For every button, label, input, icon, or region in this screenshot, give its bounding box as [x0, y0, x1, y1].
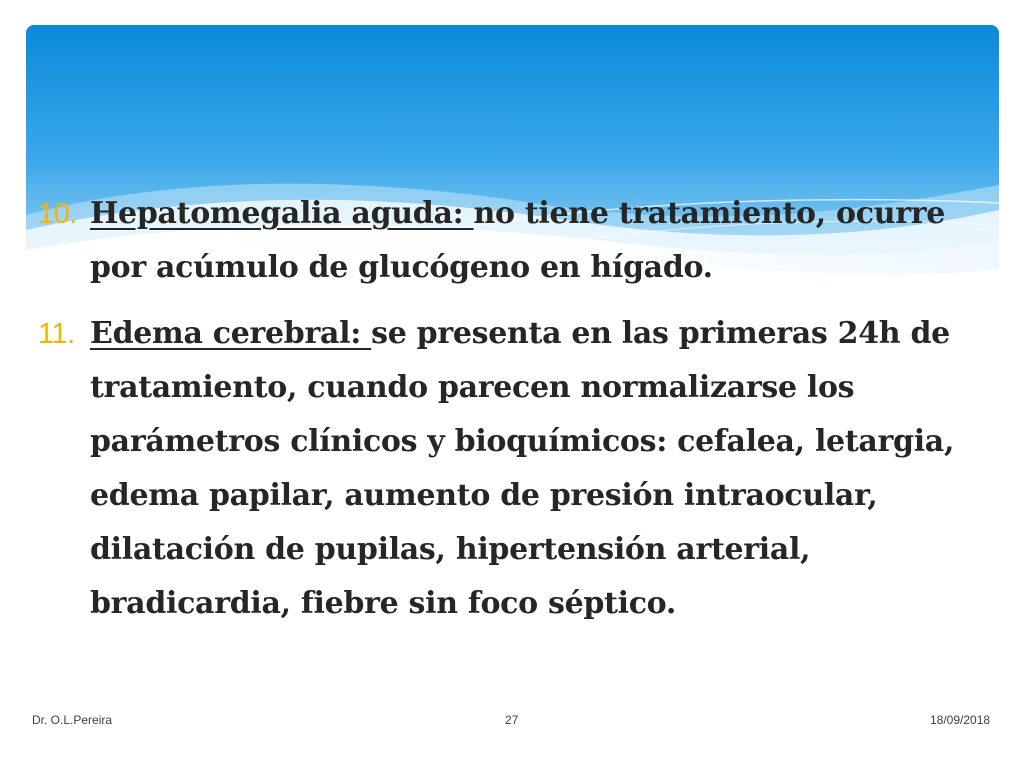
list-item-term: Hepatomegalia aguda: [90, 196, 474, 231]
slide-content [38, 187, 998, 643]
list-item-number: 11. [38, 318, 75, 350]
list-item [38, 187, 998, 295]
list-item-text [90, 187, 998, 295]
list-item-description: se presenta en las primeras 24h de tratamiento, cuando parecen normalizarse los parámetros clínicos y bioquímicos: cefalea, letargia, edema papilar, aumento de presión intraocular, dilatación de pupilas, hipertensión arterial, bradicardia, fiebre sin foco séptico. [90, 316, 955, 621]
list-item-description: no tiene tratamiento, ocurre por acúmulo de glucógeno en hígado. [90, 196, 946, 285]
list-item-term: Edema cerebral: [90, 316, 372, 351]
footer-date: 18/09/2018 [930, 713, 991, 727]
list-item [38, 307, 998, 631]
footer-page-number: 27 [505, 713, 519, 727]
list-item-number: 10. [38, 198, 77, 230]
footer-author: Dr. O.L.Pereira [32, 713, 113, 727]
list-item-text [90, 307, 998, 631]
